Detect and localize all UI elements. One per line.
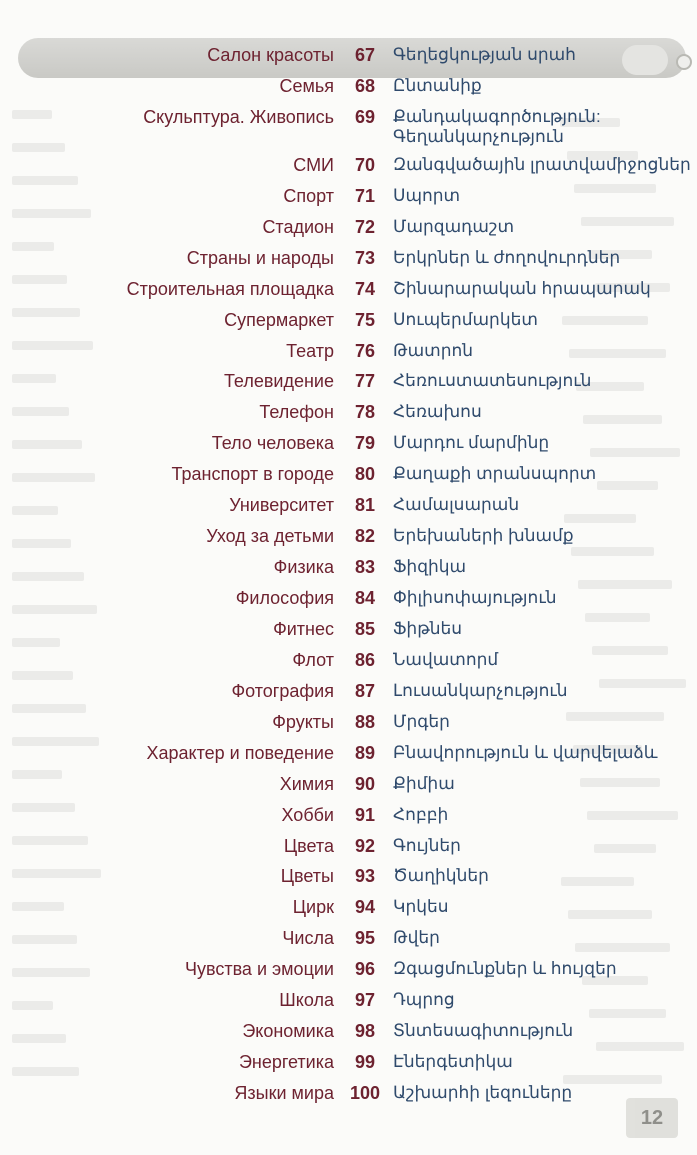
topic-armenian — [393, 76, 482, 96]
topic-armenian-line: Գեղեցկության սրահ — [393, 45, 576, 64]
topic-armenian — [393, 897, 449, 917]
topic-armenian-line: Գույներ — [393, 835, 461, 855]
topic-armenian-line: Փիլիսոփայություն — [393, 588, 557, 607]
topic-armenian-line: Դպրոց — [393, 990, 455, 1010]
topic-russian: Характер и поведение — [146, 742, 334, 763]
topic-armenian-line: Շինարարական հրապարակ — [393, 278, 651, 298]
toc-entry — [0, 1016, 697, 1047]
topic-russian: Философия — [235, 588, 334, 608]
topic-page-number: 71 — [354, 185, 376, 206]
topic-page-number: 68 — [354, 75, 376, 96]
toc-entry — [0, 150, 697, 181]
topic-armenian-line: Մրգեր — [393, 711, 450, 731]
topic-russian: Энергетика — [238, 1052, 334, 1073]
topic-armenian — [393, 371, 591, 391]
topic-russian: Школа — [279, 990, 334, 1011]
page-number: 12 — [626, 1098, 678, 1138]
topic-russian: Цветы — [280, 866, 334, 887]
topic-page-number: 83 — [354, 557, 376, 578]
topic-russian: Университет — [229, 495, 334, 516]
topic-armenian — [393, 248, 620, 268]
toc-entry — [0, 71, 697, 102]
topic-page-number: 81 — [354, 495, 376, 516]
toc-entry — [0, 243, 697, 274]
topic-armenian-line: Ֆիթնես — [393, 618, 463, 638]
topic-armenian — [393, 433, 549, 453]
toc-entry — [0, 1078, 697, 1109]
topic-armenian-line: Էներգետիկա — [393, 1052, 513, 1072]
toc-entry — [0, 645, 697, 676]
topic-armenian — [393, 464, 596, 484]
topic-russian: Языки мира — [234, 1083, 334, 1103]
topic-armenian — [393, 650, 498, 670]
topic-page-number: 76 — [354, 340, 376, 361]
topic-page-number: 72 — [354, 216, 376, 237]
toc-entry — [0, 552, 697, 583]
toc-entry — [0, 614, 697, 645]
topic-page-number: 88 — [354, 711, 376, 732]
topic-armenian — [393, 805, 448, 825]
topic-armenian-line: Նավատորմ — [393, 649, 499, 669]
topic-russian: Строительная площадка — [126, 278, 334, 299]
topic-armenian-line: Տնտեսագիտություն — [393, 1021, 574, 1041]
toc-entry — [0, 954, 697, 985]
topic-armenian-line: Մարզադաշտ — [393, 216, 515, 236]
topic-armenian — [393, 928, 440, 948]
topic-armenian-line: Հեռուստատեսություն — [393, 371, 592, 391]
topic-russian: Театр — [286, 340, 334, 361]
topic-page-number: 82 — [354, 526, 376, 547]
topic-page-number: 95 — [354, 928, 376, 949]
topic-armenian-line: Քաղաքի տրանսպորտ — [393, 464, 597, 484]
topic-page-number: 91 — [354, 804, 376, 825]
topic-russian: Фитнес — [273, 618, 334, 639]
topic-page-number: 90 — [354, 773, 376, 794]
topic-page-number: 79 — [354, 433, 376, 454]
toc-entry — [0, 102, 697, 150]
toc-entry — [0, 831, 697, 862]
topic-page-number: 89 — [354, 742, 376, 763]
topic-armenian — [393, 557, 466, 577]
table-of-contents — [0, 40, 697, 1109]
toc-entry — [0, 769, 697, 800]
topic-armenian — [393, 279, 651, 299]
toc-entry — [0, 490, 697, 521]
topic-armenian — [393, 712, 450, 732]
topic-page-number: 73 — [354, 247, 376, 268]
topic-armenian-line: Լուսանկարչություն — [393, 680, 568, 700]
toc-entry — [0, 676, 697, 707]
topic-armenian-line: Ծաղիկներ — [393, 866, 489, 886]
topic-armenian — [393, 619, 462, 639]
topic-armenian-line: Քիմիա — [393, 773, 455, 793]
topic-russian: Супермаркет — [224, 309, 334, 330]
topic-page-number: 75 — [354, 309, 376, 330]
topic-russian: Транспорт в городе — [171, 464, 334, 485]
toc-entry — [0, 40, 697, 71]
topic-page-number: 93 — [354, 866, 376, 887]
topic-armenian — [393, 1083, 572, 1103]
topic-armenian-line: Թվեր — [393, 928, 440, 948]
topic-russian: Фрукты — [272, 711, 334, 732]
topic-armenian-line: Կրկես — [393, 897, 449, 917]
topic-page-number: 70 — [354, 154, 376, 175]
topic-russian: Скульптура. Живопись — [143, 106, 334, 127]
topic-russian: СМИ — [293, 154, 334, 175]
topic-page-number: 92 — [354, 835, 376, 856]
toc-entry — [0, 212, 697, 243]
topic-armenian-line: Թատրոն — [393, 340, 474, 360]
topic-page-number: 67 — [354, 45, 376, 65]
toc-entry — [0, 583, 697, 614]
topic-page-number: 86 — [354, 649, 376, 670]
topic-armenian-line: Երկրներ և ժողովուրդներ — [393, 247, 621, 267]
topic-russian: Телевидение — [223, 371, 334, 392]
toc-entry — [0, 892, 697, 923]
topic-page-number: 99 — [354, 1052, 376, 1073]
topic-russian: Стадион — [262, 216, 334, 237]
topic-armenian — [393, 836, 461, 856]
toc-entry — [0, 985, 697, 1016]
topic-page-number: 87 — [354, 680, 376, 701]
topic-armenian-line: Բնավորություն և վարվելաձև — [393, 742, 658, 762]
topic-page-number: 94 — [354, 897, 376, 918]
topic-page-number: 98 — [354, 1021, 376, 1042]
toc-entry — [0, 274, 697, 305]
topic-russian: Флот — [292, 649, 334, 670]
topic-armenian-line: Ընտանիք — [393, 75, 482, 95]
topic-armenian-line: Մարդու մարմինը — [393, 433, 550, 453]
toc-entry — [0, 923, 697, 954]
topic-armenian — [393, 1021, 573, 1041]
topic-armenian — [393, 217, 514, 237]
topic-page-number: 78 — [354, 402, 376, 423]
topic-armenian-line: Քանդակագործություն: — [393, 106, 601, 126]
topic-armenian — [393, 107, 601, 147]
topic-page-number: 97 — [354, 990, 376, 1011]
topic-russian: Салон красоты — [207, 45, 334, 65]
topic-armenian-line: Սպորտ — [393, 185, 461, 205]
toc-entry — [0, 738, 697, 769]
topic-page-number: 84 — [354, 588, 376, 608]
topic-russian: Тело человека — [211, 433, 334, 454]
topic-russian: Химия — [279, 773, 334, 794]
topic-armenian — [393, 526, 574, 546]
toc-entry — [0, 459, 697, 490]
toc-entry — [0, 305, 697, 336]
topic-russian: Семья — [279, 75, 334, 96]
topic-armenian — [393, 186, 460, 206]
topic-russian: Числа — [282, 928, 334, 949]
topic-russian: Цвета — [283, 835, 334, 856]
topic-armenian — [393, 959, 617, 979]
topic-armenian — [393, 990, 455, 1010]
topic-page-number: 100 — [349, 1083, 381, 1103]
topic-armenian — [393, 588, 556, 608]
topic-russian: Спорт — [283, 185, 334, 206]
topic-armenian — [393, 341, 473, 361]
topic-russian: Чувства и эмоции — [184, 959, 334, 980]
topic-armenian — [393, 774, 455, 794]
topic-armenian-line: Երեխաների խնամք — [393, 526, 574, 546]
toc-entry — [0, 1047, 697, 1078]
toc-entry — [0, 428, 697, 459]
topic-armenian-line: Ֆիզիկա — [393, 557, 467, 577]
toc-entry — [0, 521, 697, 552]
topic-armenian-line: Հեռախոս — [393, 402, 482, 422]
toc-entry — [0, 336, 697, 367]
topic-armenian-line: Սուպերմարկետ — [393, 309, 538, 329]
topic-russian: Фотография — [231, 680, 334, 701]
toc-entry — [0, 397, 697, 428]
topic-armenian-line: Համալսարան — [393, 495, 520, 515]
topic-armenian — [393, 45, 576, 65]
toc-entry — [0, 707, 697, 738]
topic-russian: Физика — [273, 557, 334, 578]
topic-armenian — [393, 743, 658, 763]
toc-entry — [0, 861, 697, 892]
topic-armenian-line: Աշխարհի լեզուները — [393, 1083, 573, 1102]
toc-entry — [0, 181, 697, 212]
toc-entry — [0, 366, 697, 397]
topic-page-number: 80 — [354, 464, 376, 485]
topic-page-number: 74 — [354, 278, 376, 299]
topic-armenian — [393, 310, 538, 330]
topic-russian: Цирк — [292, 897, 334, 918]
topic-page-number: 77 — [354, 371, 376, 392]
toc-entry — [0, 800, 697, 831]
topic-russian: Телефон — [259, 402, 334, 423]
topic-armenian-line: Զանգվածային լրատվամիջոցներ — [393, 154, 691, 174]
topic-armenian — [393, 866, 489, 886]
topic-armenian — [393, 155, 691, 175]
topic-page-number: 69 — [354, 106, 376, 127]
topic-page-number: 96 — [354, 959, 376, 980]
topic-armenian — [393, 495, 519, 515]
topic-russian: Страны и народы — [186, 247, 334, 268]
topic-armenian-line: Գեղանկարչություն — [393, 126, 564, 146]
topic-armenian-line: Հոբբի — [393, 804, 449, 824]
topic-page-number: 85 — [354, 618, 376, 639]
topic-armenian — [393, 402, 482, 422]
topic-armenian — [393, 1052, 513, 1072]
topic-russian: Хобби — [281, 804, 334, 825]
topic-armenian-line: Զգացմունքներ և հույզեր — [393, 959, 617, 979]
topic-armenian — [393, 681, 568, 701]
topic-russian: Экономика — [242, 1021, 334, 1042]
topic-russian: Уход за детьми — [206, 526, 334, 547]
